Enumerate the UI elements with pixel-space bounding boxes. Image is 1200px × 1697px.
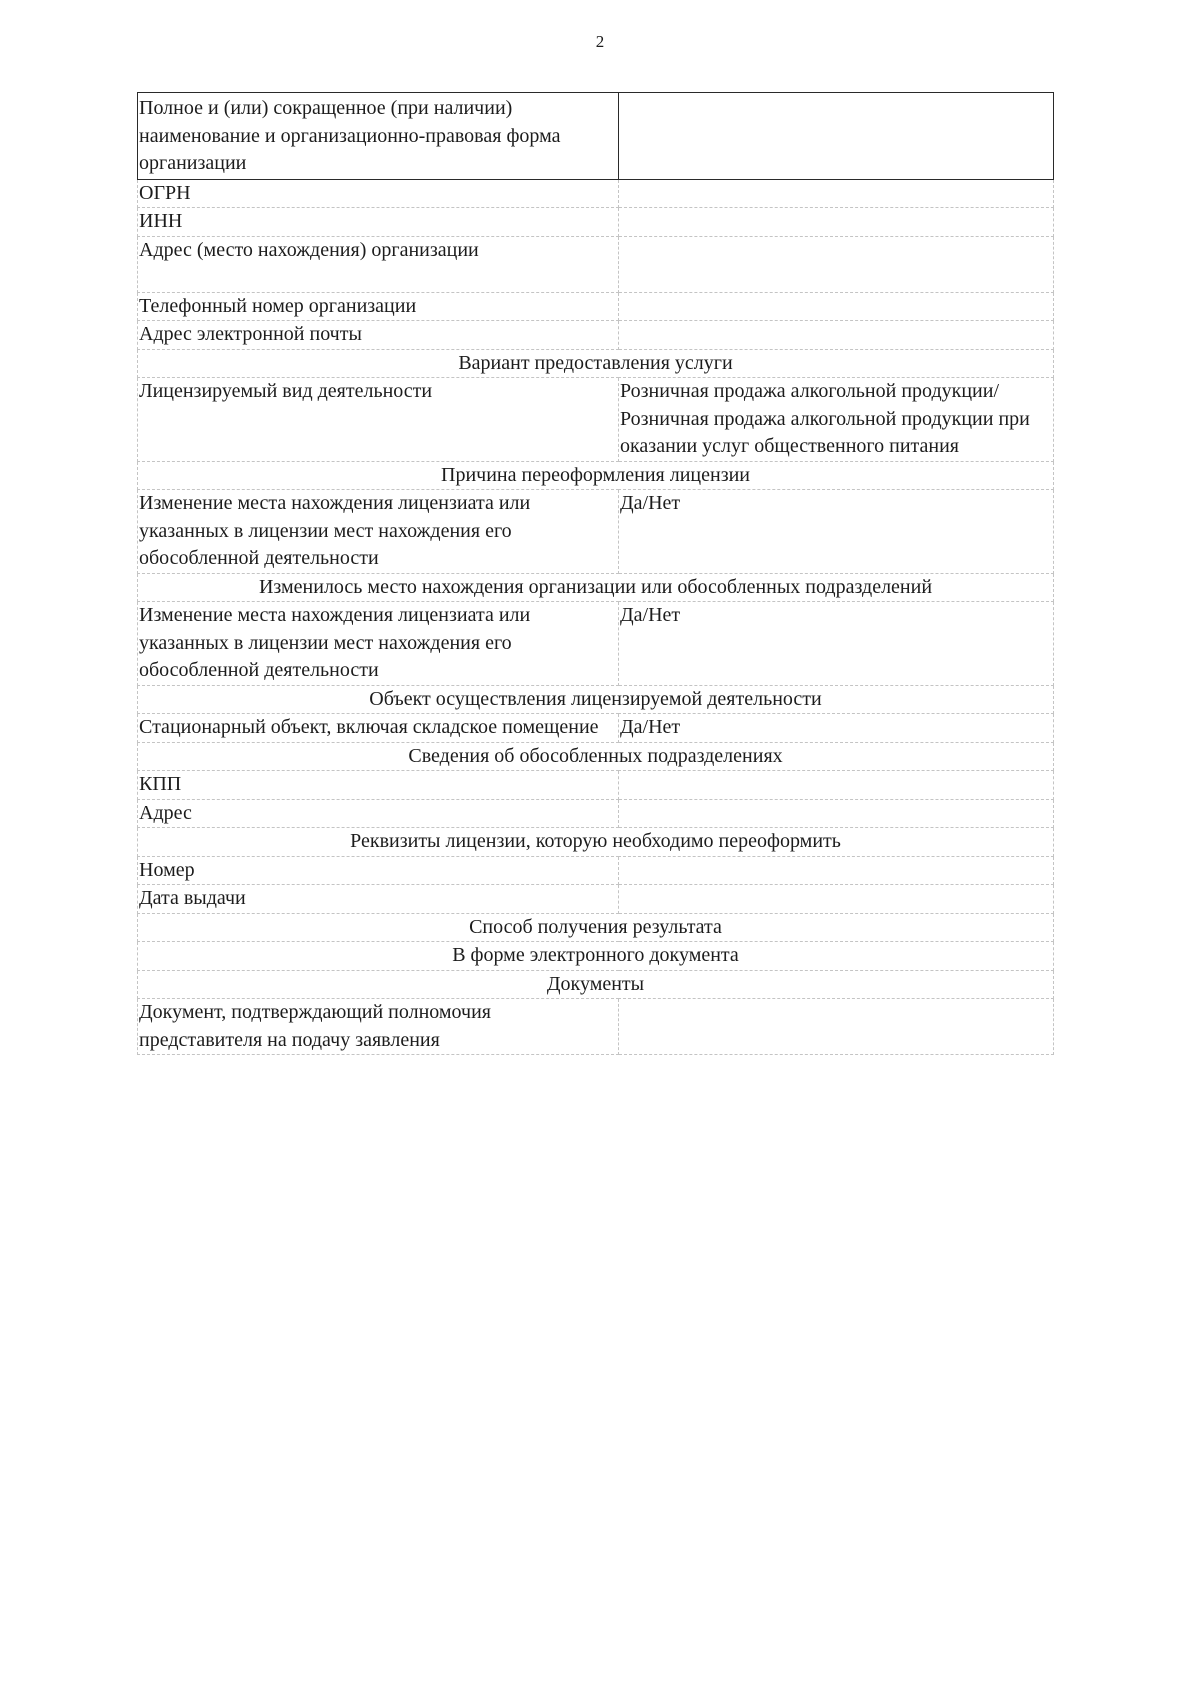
org-address-value bbox=[619, 236, 1054, 292]
org-name-label: Полное и (или) сокращенное (при наличии) наименование и организационно-правовая форма организации bbox=[138, 93, 619, 180]
table-row bbox=[138, 602, 1054, 686]
location-change-label: Изменение места нахождения лицензиата или указанных в лицензии мест нахождения его обособленной деятельности bbox=[138, 490, 619, 574]
table-row bbox=[138, 208, 1054, 237]
table-row bbox=[138, 885, 1054, 914]
org-address-label: Адрес (место нахождения) организации bbox=[138, 236, 619, 292]
table-row bbox=[138, 292, 1054, 321]
table-row bbox=[138, 93, 1054, 180]
table-row bbox=[138, 771, 1054, 800]
license-number-label: Номер bbox=[138, 856, 619, 885]
documents-heading: Документы bbox=[138, 970, 1054, 999]
org-email-value bbox=[619, 321, 1054, 350]
table-row bbox=[138, 999, 1054, 1055]
stationary-object-label: Стационарный объект, включая складское помещение bbox=[138, 714, 619, 743]
location-change-value-2: Да/Нет bbox=[619, 602, 1054, 686]
application-form-table bbox=[137, 92, 1051, 1055]
licensed-activity-label: Лицензируемый вид деятельности bbox=[138, 378, 619, 462]
table-row bbox=[138, 799, 1054, 828]
issue-date-value bbox=[619, 885, 1054, 914]
stationary-object-value: Да/Нет bbox=[619, 714, 1054, 743]
table-row bbox=[138, 378, 1054, 462]
table-row bbox=[138, 742, 1054, 771]
kpp-label: КПП bbox=[138, 771, 619, 800]
table-row bbox=[138, 349, 1054, 378]
table-row bbox=[138, 828, 1054, 857]
table-row bbox=[138, 685, 1054, 714]
location-changed-heading: Изменилось место нахождения организации или обособленных подразделений bbox=[138, 573, 1054, 602]
org-name-value bbox=[619, 93, 1054, 180]
location-change-label-2: Изменение места нахождения лицензиата или указанных в лицензии мест нахождения его обособленной деятельности bbox=[138, 602, 619, 686]
table-row bbox=[138, 913, 1054, 942]
issue-date-label: Дата выдачи bbox=[138, 885, 619, 914]
table-row bbox=[138, 573, 1054, 602]
service-variant-heading: Вариант предоставления услуги bbox=[138, 349, 1054, 378]
activity-object-heading: Объект осуществления лицензируемой деятельности bbox=[138, 685, 1054, 714]
org-phone-label: Телефонный номер организации bbox=[138, 292, 619, 321]
table-row bbox=[138, 490, 1054, 574]
branch-address-value bbox=[619, 799, 1054, 828]
table-row bbox=[138, 461, 1054, 490]
kpp-value bbox=[619, 771, 1054, 800]
branch-address-label: Адрес bbox=[138, 799, 619, 828]
table-row bbox=[138, 321, 1054, 350]
org-email-label: Адрес электронной почты bbox=[138, 321, 619, 350]
location-change-value: Да/Нет bbox=[619, 490, 1054, 574]
page-number: 2 bbox=[595, 32, 605, 51]
result-method-heading: Способ получения результата bbox=[138, 913, 1054, 942]
table-row bbox=[138, 856, 1054, 885]
inn-label: ИНН bbox=[138, 208, 619, 237]
org-phone-value bbox=[619, 292, 1054, 321]
ogrn-label: ОГРН bbox=[138, 179, 619, 208]
table-row bbox=[138, 714, 1054, 743]
inn-value bbox=[619, 208, 1054, 237]
table-row bbox=[138, 942, 1054, 971]
electronic-form-option: В форме электронного документа bbox=[138, 942, 1054, 971]
table-row bbox=[138, 179, 1054, 208]
licensed-activity-value: Розничная продажа алкогольной продукции/Розничная продажа алкогольной продукции при оказании услуг общественного питания bbox=[619, 378, 1054, 462]
license-requisites-heading: Реквизиты лицензии, которую необходимо переоформить bbox=[138, 828, 1054, 857]
branches-info-heading: Сведения об обособленных подразделениях bbox=[138, 742, 1054, 771]
table-row bbox=[138, 236, 1054, 292]
reissue-reason-heading: Причина переоформления лицензии bbox=[138, 461, 1054, 490]
license-number-value bbox=[619, 856, 1054, 885]
ogrn-value bbox=[619, 179, 1054, 208]
table-row bbox=[138, 970, 1054, 999]
representative-doc-label: Документ, подтверждающий полномочия представителя на подачу заявления bbox=[138, 999, 619, 1055]
representative-doc-value bbox=[619, 999, 1054, 1055]
